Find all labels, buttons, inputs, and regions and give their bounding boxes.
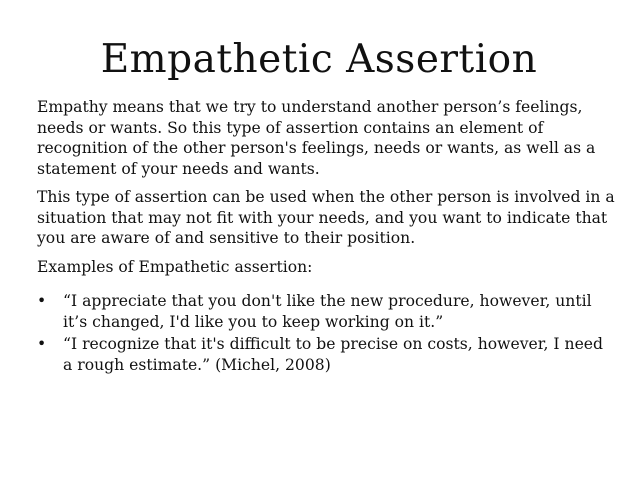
slide-title: Empathetic Assertion — [100, 37, 538, 82]
list-item — [37, 291, 617, 332]
slide-body — [37, 97, 617, 377]
example-text: “I appreciate that you don't like the new procedure, however, until it’s changed, I'd like you to keep working on it.” — [63, 292, 592, 331]
paragraph-empathy-definition: Empathy means that we try to understand another person’s feelings, needs or wants. So this type of assertion contains an element of recognition of the other person's feelings, needs or wants, as well as a statement of your needs and wants. — [37, 98, 596, 178]
example-text: “I recognize that it's difficult to be precise on costs, however, I need a rough estimate.” (Michel, 2008) — [63, 335, 604, 374]
list-item — [37, 334, 617, 375]
paragraph-examples-heading: Examples of Empathetic assertion: — [37, 257, 313, 276]
bullet-icon: • — [37, 335, 47, 353]
examples-list — [37, 291, 617, 375]
bullet-icon: • — [37, 292, 47, 310]
paragraph-usage: This type of assertion can be used when the other person is involved in a situation that may not fit with your needs, and you want to indicate that you are aware of and sensitive to their position. — [37, 188, 615, 247]
